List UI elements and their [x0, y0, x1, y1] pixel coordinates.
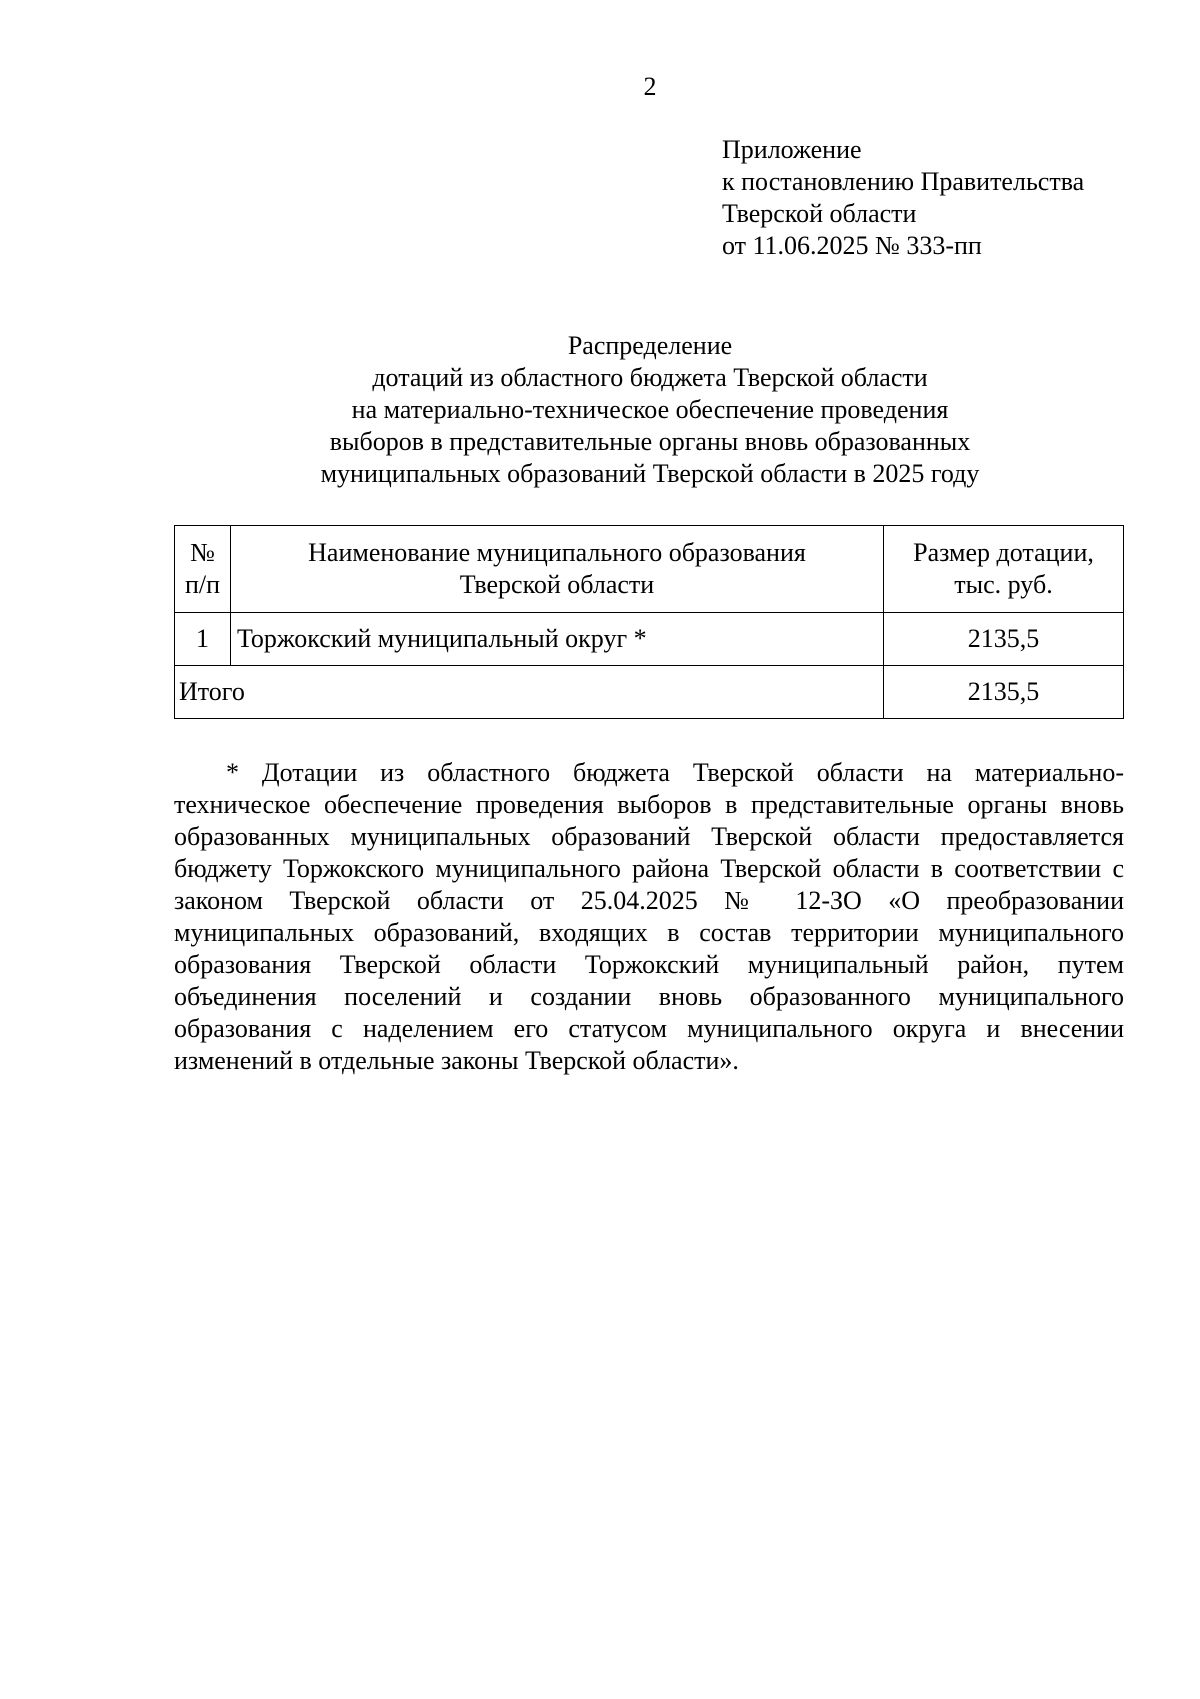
header-name-line: Наименование муниципального образования	[308, 538, 806, 567]
page-number	[0, 72, 1200, 102]
table-row	[175, 613, 1124, 666]
header-amount-line: тыс. руб.	[954, 570, 1053, 599]
title-line: Распределение	[567, 331, 733, 360]
header-amount-line: Размер дотации,	[913, 538, 1094, 567]
total-label: Итого	[175, 666, 884, 719]
title-line: выборов в представительные органы вновь образованных	[329, 427, 971, 456]
annex-header	[722, 134, 1084, 262]
distribution-table	[174, 525, 1124, 719]
table-total-row	[175, 666, 1124, 719]
title-line: дотаций из областного бюджета Тверской области	[372, 363, 928, 392]
row-number: 1	[175, 613, 231, 666]
header-number-line: №	[190, 538, 215, 567]
header-number	[175, 526, 231, 613]
table-header-row	[175, 526, 1124, 613]
annex-line: Приложение	[722, 135, 862, 164]
annex-line: к постановлению Правительства	[722, 167, 1085, 196]
annex-line: Тверской области	[722, 199, 917, 228]
title-line: на материально-техническое обеспечение проведения	[351, 395, 949, 424]
total-amount: 2135,5	[884, 666, 1124, 719]
header-amount	[884, 526, 1124, 613]
header-name-line: Тверской области	[459, 570, 655, 599]
document-title	[0, 330, 1200, 490]
row-amount: 2135,5	[884, 613, 1124, 666]
page-number-text: 2	[643, 72, 657, 101]
header-number-line: п/п	[184, 570, 221, 599]
footnote: * Дотации из областного бюджета Тверской области на материально-техническое обеспечение проведения выборов в представительные органы вновь образованных муниципальных образований Тверской области предоставляется бюджету Торжокского муниципального района Тверской области в соответствии с законом Тверской области от 25.04.2025 № 12-ЗО «О преобразовании муниципальных образований, входящих в состав территории муниципального образования Тверской области Торжокский муниципальный район, путем объединения поселений и создании вновь образованного муниципального образования с наделением его статусом муниципального округа и внесении изменений в отдельные законы Тверской области».	[174, 758, 1124, 1075]
annex-line: от 11.06.2025 № 333-пп	[722, 231, 982, 260]
title-line: муниципальных образований Тверской области в 2025 году	[320, 459, 980, 488]
header-name	[231, 526, 884, 613]
row-name: Торжокский муниципальный округ *	[231, 613, 884, 666]
